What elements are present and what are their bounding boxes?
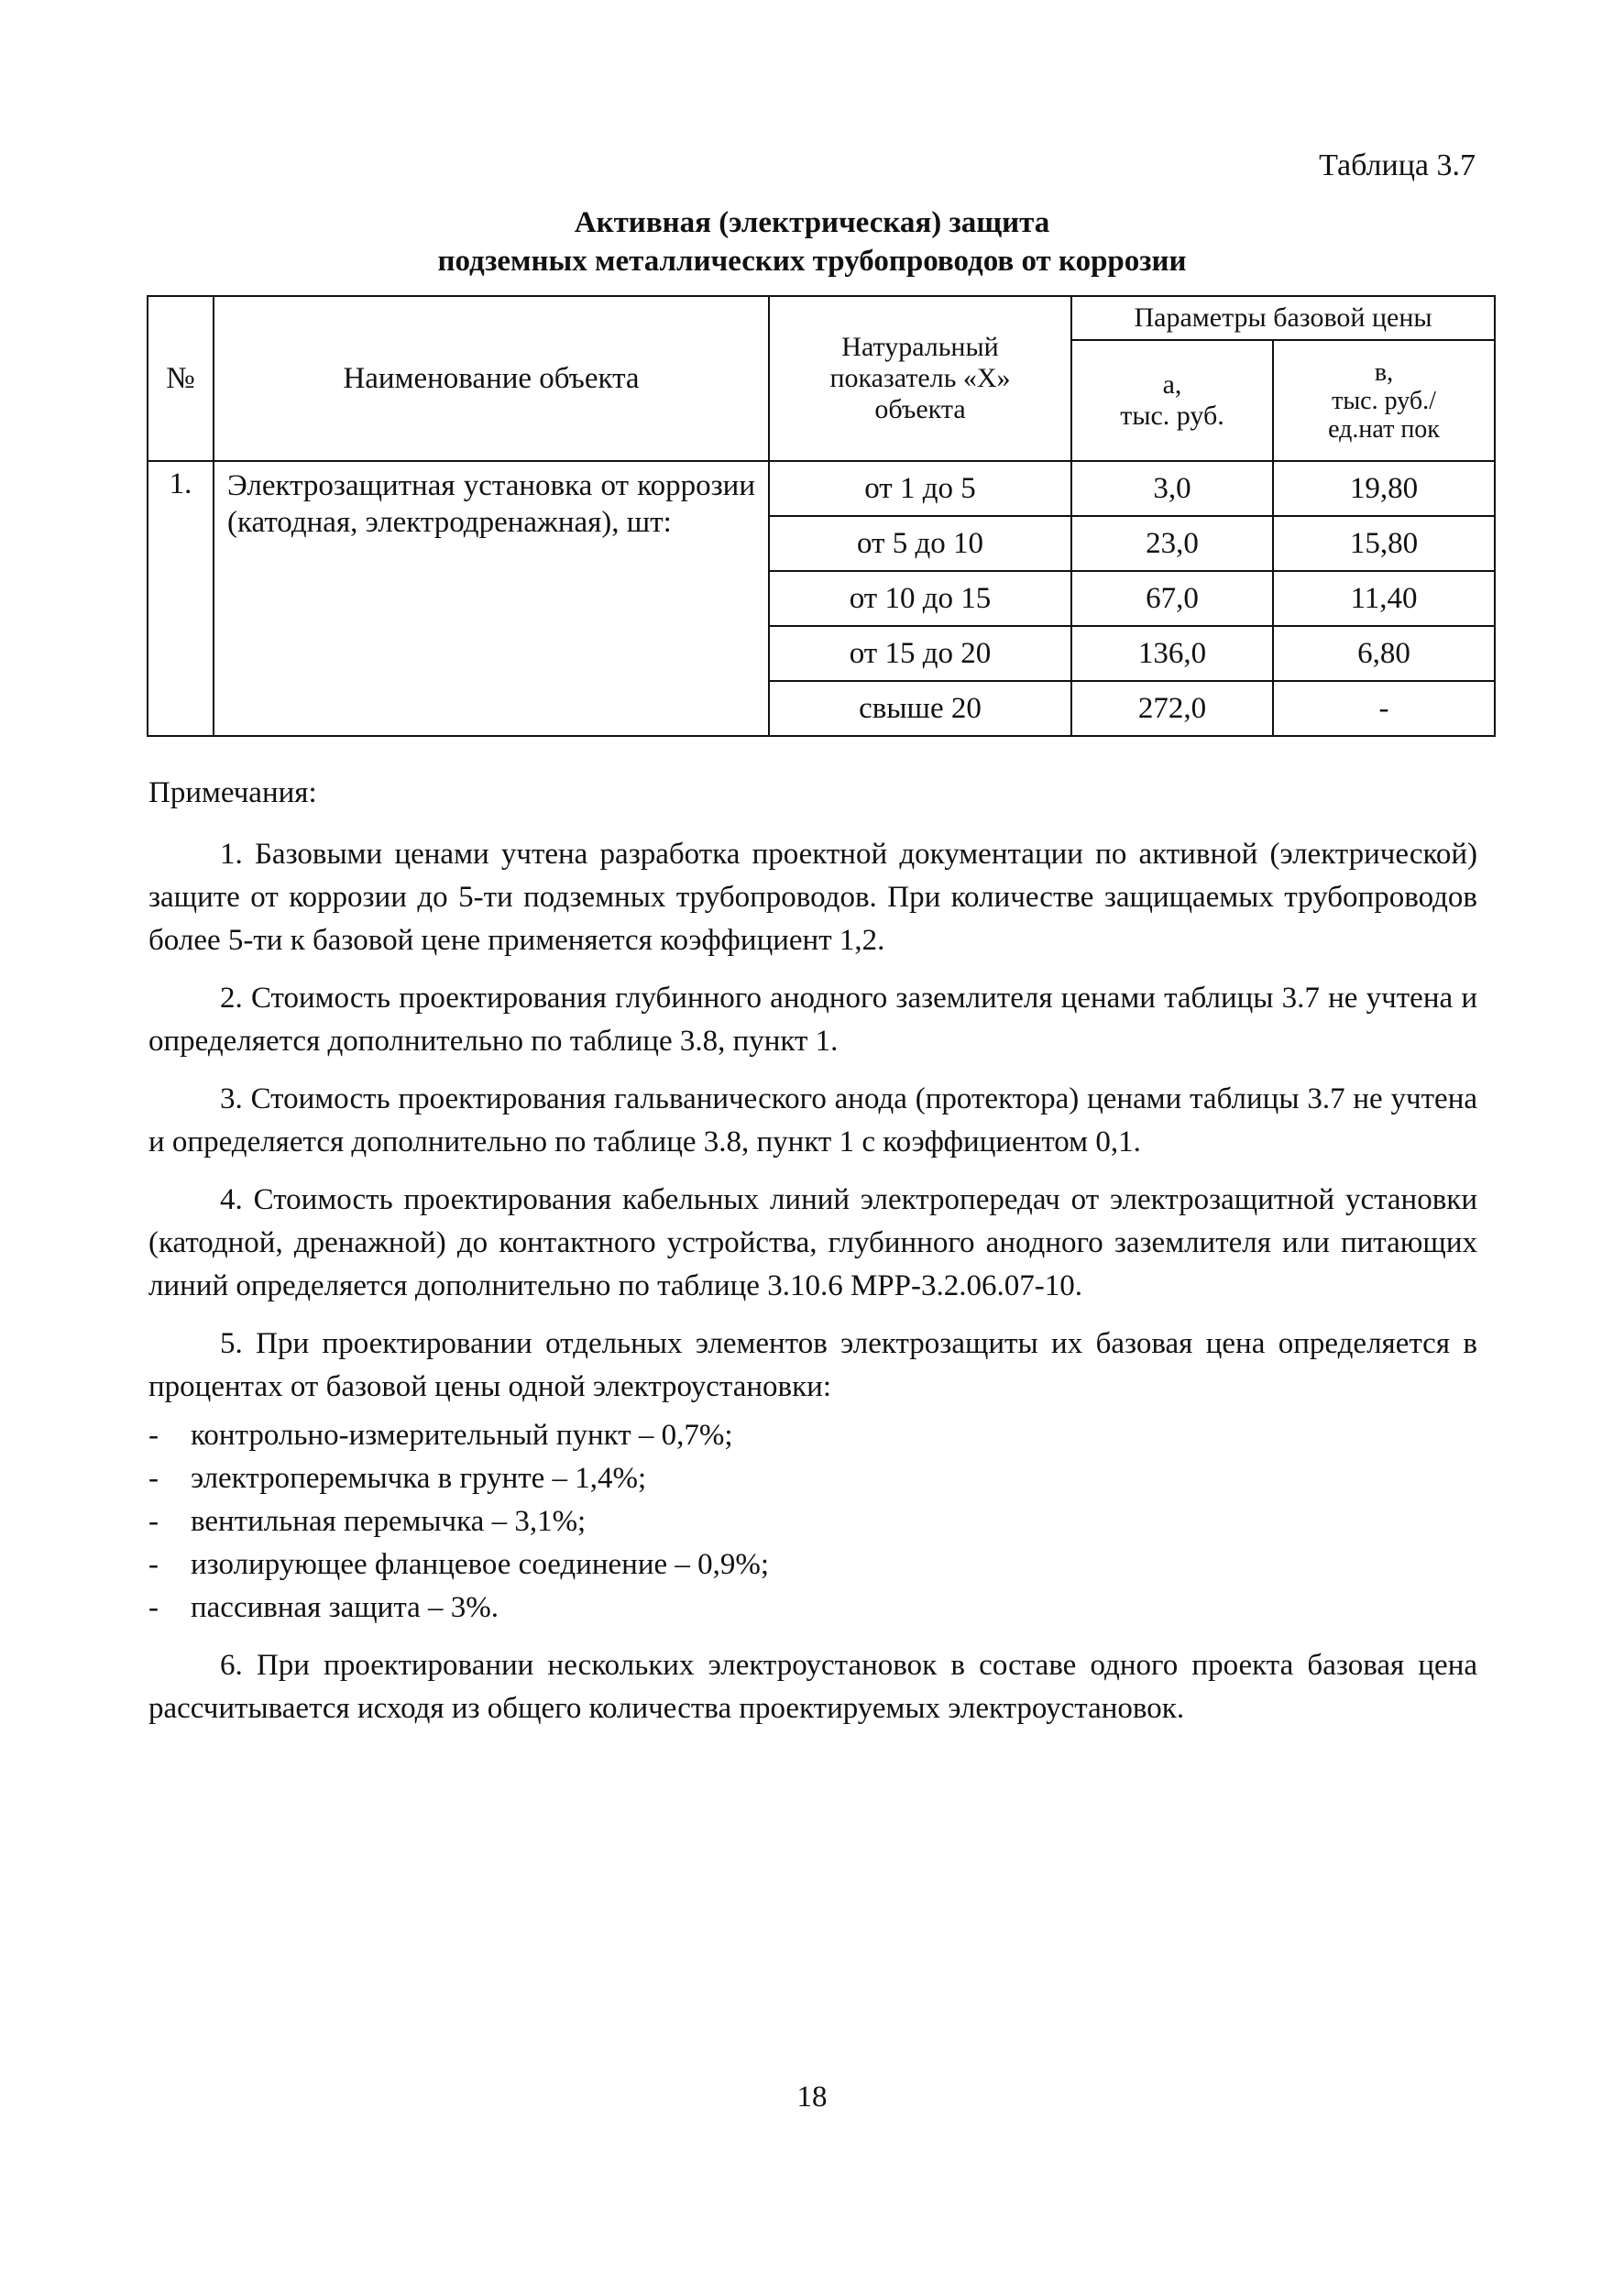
page-number: 18 bbox=[796, 2081, 828, 2114]
bullet-dash: - bbox=[148, 1591, 159, 1624]
list-item-text: контрольно-измерительный пункт – 0,7%; bbox=[191, 1419, 733, 1452]
b-value-cell: 6,80 bbox=[1273, 626, 1495, 681]
b-value-cell: 19,80 bbox=[1273, 461, 1495, 516]
header-b bbox=[1273, 340, 1495, 461]
notes-section bbox=[148, 772, 1477, 1745]
header-a bbox=[1071, 340, 1273, 461]
note-5-list bbox=[148, 1414, 1477, 1630]
bullet-dash: - bbox=[148, 1505, 159, 1538]
notes-heading: Примечания: bbox=[148, 776, 317, 809]
bullet-dash: - bbox=[148, 1548, 159, 1581]
note-1: 1. Базовыми ценами учтена разработка проектной документации по активной (электрической) защите от коррозии до 5-ти подземных трубопроводов. При количестве защищаемых трубопроводов более 5-ти к базовой цене применяется коэффициент 1,2. bbox=[148, 838, 1477, 957]
list-item-text: изолирующее фланцевое соединение – 0,9%; bbox=[191, 1548, 770, 1581]
list-item bbox=[148, 1500, 1477, 1543]
list-item-text: электроперемычка в грунте – 1,4%; bbox=[191, 1462, 647, 1495]
header-params: Параметры базовой цены bbox=[1071, 296, 1495, 340]
item-number: 1. bbox=[148, 461, 214, 736]
list-item-text: пассивная защита – 3%. bbox=[191, 1591, 499, 1624]
list-item bbox=[148, 1414, 1477, 1457]
b-value-cell: 15,80 bbox=[1273, 516, 1495, 571]
table-row bbox=[148, 461, 1495, 516]
range-cell: от 1 до 5 bbox=[769, 461, 1071, 516]
list-item-text: вентильная перемычка – 3,1%; bbox=[191, 1505, 587, 1538]
note-4: 4. Стоимость проектирования кабельных линий электропередач от электрозащитной установки (катодной, дренажной) до контактного устройства, глубинного анодного заземлителя или питающих линий определяется дополнительно по таблице 3.10.6 МРР-3.2.06.07-10. bbox=[148, 1183, 1477, 1302]
note-6: 6. При проектировании нескольких электроустановок в составе одного проекта базовая цена рассчитывается исходя из общего количества проектируемых электроустановок. bbox=[148, 1649, 1477, 1725]
header-natural-line-3: объекта bbox=[874, 394, 966, 424]
list-item bbox=[148, 1587, 1477, 1630]
a-value-cell: 67,0 bbox=[1071, 571, 1273, 626]
note-5: 5. При проектировании отдельных элементов электрозащиты их базовая цена определяется в процентах от базовой цены одной электроустановки: bbox=[148, 1327, 1477, 1403]
a-value-cell: 23,0 bbox=[1071, 516, 1273, 571]
header-a-line-1: а, bbox=[1162, 369, 1182, 400]
b-value-cell: 11,40 bbox=[1273, 571, 1495, 626]
header-b-line-3: ед.нат пок bbox=[1328, 414, 1440, 444]
header-natural-line-2: показатель «X» bbox=[829, 363, 1011, 393]
table-title-line-2: подземных металлических трубопроводов от коррозии bbox=[437, 245, 1187, 278]
table-title bbox=[0, 203, 1624, 280]
range-cell: от 15 до 20 bbox=[769, 626, 1071, 681]
note-2: 2. Стоимость проектирования глубинного анодного заземлителя ценами таблицы 3.7 не учтена и определяется дополнительно по таблице 3.8, пункт 1. bbox=[148, 982, 1477, 1058]
header-natural-line-1: Натуральный bbox=[841, 332, 999, 362]
list-item bbox=[148, 1457, 1477, 1500]
bullet-dash: - bbox=[148, 1419, 159, 1452]
b-value-cell: - bbox=[1273, 681, 1495, 736]
price-table bbox=[147, 295, 1496, 737]
header-a-line-2: тыс. руб. bbox=[1120, 401, 1224, 431]
bullet-dash: - bbox=[148, 1462, 159, 1495]
header-natural bbox=[769, 296, 1071, 461]
header-name: Наименование объекта bbox=[214, 296, 769, 461]
note-3: 3. Стоимость проектирования гальванического анода (протектора) ценами таблицы 3.7 не учтена и определяется дополнительно по таблице 3.8, пункт 1 с коэффициентом 0,1. bbox=[148, 1082, 1477, 1158]
range-cell: от 10 до 15 bbox=[769, 571, 1071, 626]
header-num: № bbox=[148, 296, 214, 461]
a-value-cell: 3,0 bbox=[1071, 461, 1273, 516]
header-b-line-1: в, bbox=[1374, 357, 1394, 387]
item-name: Электрозащитная установка от коррозии (катодная, электродренажная), шт: bbox=[214, 461, 769, 736]
range-cell: свыше 20 bbox=[769, 681, 1071, 736]
table-number: Таблица 3.7 bbox=[1319, 148, 1476, 182]
a-value-cell: 136,0 bbox=[1071, 626, 1273, 681]
a-value-cell: 272,0 bbox=[1071, 681, 1273, 736]
range-cell: от 5 до 10 bbox=[769, 516, 1071, 571]
list-item bbox=[148, 1543, 1477, 1587]
table-title-line-1: Активная (электрическая) защита bbox=[574, 206, 1050, 239]
header-b-line-2: тыс. руб./ bbox=[1332, 386, 1436, 415]
